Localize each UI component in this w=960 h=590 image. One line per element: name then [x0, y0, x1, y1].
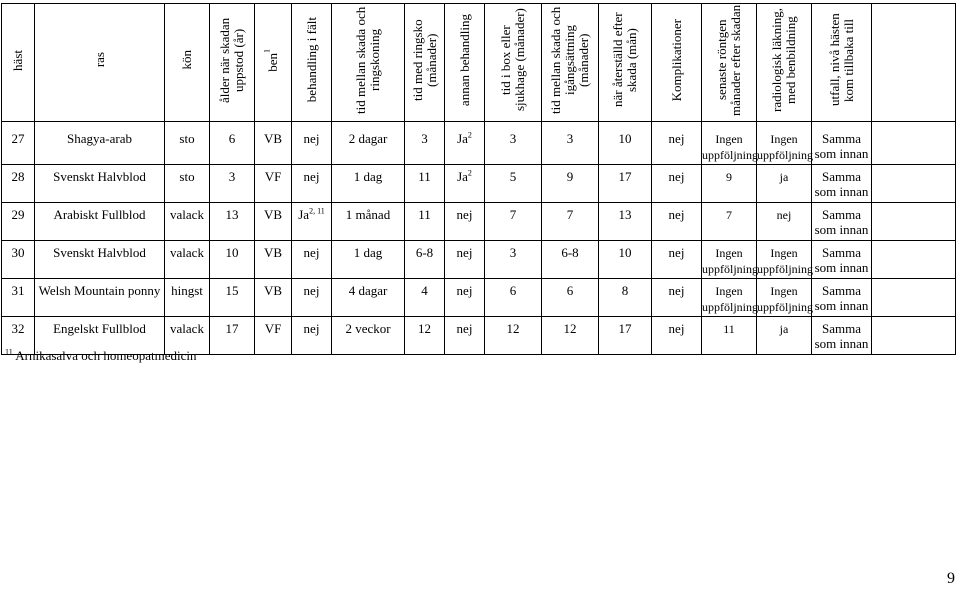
cell-annan: nej	[445, 241, 485, 279]
col-header-utfall: utfall, nivå hästen kom tillbaka till	[812, 4, 872, 122]
cell-radiologisk: Ingen uppföljning	[757, 279, 812, 317]
cell-box: 7	[485, 203, 542, 241]
cell-aterstalld: 10	[599, 241, 652, 279]
cell-igang: 6	[542, 279, 599, 317]
cell-ben: VF	[255, 317, 292, 355]
table-row	[2, 241, 956, 279]
cell-radiologisk: Ingen uppföljning	[757, 122, 812, 165]
cell-rontgen: Ingen uppföljning	[702, 241, 757, 279]
cell-utfall: Samma som innan	[812, 122, 872, 165]
cell-ben: VF	[255, 165, 292, 203]
cell-igang: 7	[542, 203, 599, 241]
cell-kompl: nej	[652, 241, 702, 279]
cell-radiologisk: ja	[757, 317, 812, 355]
cell-ras: Welsh Mountain ponny	[35, 279, 165, 317]
cell-nr: 31	[2, 279, 35, 317]
cell-annan: nej	[445, 317, 485, 355]
cell-annan: nej	[445, 203, 485, 241]
col-header-annan-behandling: annan behandling	[445, 4, 485, 122]
cell-ben: VB	[255, 241, 292, 279]
cell-blank	[872, 279, 956, 317]
cell-utfall: Samma som innan	[812, 203, 872, 241]
cell-ringsko: 11	[405, 203, 445, 241]
cell-rontgen: 9	[702, 165, 757, 203]
cell-alder: 15	[210, 279, 255, 317]
cell-blank	[872, 203, 956, 241]
table-row	[2, 279, 956, 317]
cell-igang: 3	[542, 122, 599, 165]
cell-ringsko: 12	[405, 317, 445, 355]
cell-blank	[872, 122, 956, 165]
cell-kompl: nej	[652, 122, 702, 165]
cell-annan: Ja$^2$	[445, 122, 485, 165]
col-header-komplikationer: Komplikationer	[652, 4, 702, 122]
cell-kompl: nej	[652, 279, 702, 317]
cell-ras: Shagya-arab	[35, 122, 165, 165]
col-header-hast: häst	[2, 4, 35, 122]
col-header-tid-igangsattning: tid mellan skada och igångsättning (månader)	[542, 4, 599, 122]
cell-igang: 12	[542, 317, 599, 355]
cell-falt: nej	[292, 317, 332, 355]
cell-ringskoning: 1 dag	[332, 165, 405, 203]
cell-annan: nej	[445, 279, 485, 317]
table-row	[2, 165, 956, 203]
cell-blank	[872, 317, 956, 355]
col-header-kon: kön	[165, 4, 210, 122]
cell-box: 6	[485, 279, 542, 317]
cell-alder: 13	[210, 203, 255, 241]
col-header-behandling-falt: behandling i fält	[292, 4, 332, 122]
cell-kon: valack	[165, 241, 210, 279]
col-header-aterstalld: när återställd efter skada (mån)	[599, 4, 652, 122]
cell-kompl: nej	[652, 203, 702, 241]
cell-radiologisk: ja	[757, 165, 812, 203]
cell-ringskoning: 1 månad	[332, 203, 405, 241]
col-header-rontgen: senaste röntgen månader efter skadan	[702, 4, 757, 122]
cell-falt: nej	[292, 165, 332, 203]
cell-utfall: Samma som innan	[812, 317, 872, 355]
cell-ras: Svenskt Halvblod	[35, 241, 165, 279]
cell-ringsko: 11	[405, 165, 445, 203]
col-header-ras: ras	[35, 4, 165, 122]
cell-utfall: Samma som innan	[812, 165, 872, 203]
cell-kon: valack	[165, 317, 210, 355]
cell-aterstalld: 8	[599, 279, 652, 317]
page-number: 9	[947, 570, 955, 587]
cell-nr: 29	[2, 203, 35, 241]
cell-aterstalld: 17	[599, 317, 652, 355]
col-header-alder: ålder när skadan uppstod (år)	[210, 4, 255, 122]
cell-utfall: Samma som innan	[812, 241, 872, 279]
cell-falt: nej	[292, 122, 332, 165]
cell-rontgen: 7	[702, 203, 757, 241]
footnote: $^{11}$ Arnikasalva och homeopatmedicin	[5, 347, 197, 363]
col-header-tid-ringsko: tid med ringsko (månader)	[405, 4, 445, 122]
cell-ringskoning: 1 dag	[332, 241, 405, 279]
cell-alder: 17	[210, 317, 255, 355]
cell-blank	[872, 241, 956, 279]
cell-nr: 27	[2, 122, 35, 165]
cell-aterstalld: 10	[599, 122, 652, 165]
table-body	[2, 122, 956, 355]
cell-radiologisk: Ingen uppföljning	[757, 241, 812, 279]
cell-falt: Ja$^{2, 11}$	[292, 203, 332, 241]
cell-ben: VB	[255, 279, 292, 317]
cell-aterstalld: 13	[599, 203, 652, 241]
col-header-tid-ringskoning: tid mellan skada och ringskoning	[332, 4, 405, 122]
cell-box: 5	[485, 165, 542, 203]
cell-nr: 32	[2, 317, 35, 355]
cell-igang: 6-8	[542, 241, 599, 279]
cell-ben: VB	[255, 203, 292, 241]
cell-alder: 10	[210, 241, 255, 279]
col-header-blank	[872, 4, 956, 122]
col-header-radiologisk: radiologisk läkning, med benbildning	[757, 4, 812, 122]
cell-nr: 30	[2, 241, 35, 279]
cell-annan: Ja$^2$	[445, 165, 485, 203]
cell-rontgen: Ingen uppföljning	[702, 122, 757, 165]
cell-kompl: nej	[652, 317, 702, 355]
cell-kon: sto	[165, 165, 210, 203]
table-row	[2, 122, 956, 165]
cell-kon: sto	[165, 122, 210, 165]
cell-ben: VB	[255, 122, 292, 165]
cell-ringsko: 3	[405, 122, 445, 165]
cell-ras: Svenskt Halvblod	[35, 165, 165, 203]
cell-rontgen: Ingen uppföljning	[702, 279, 757, 317]
col-header-tid-box: tid i box eller sjukhage (månader)	[485, 4, 542, 122]
col-header-ben: ben$^1$	[255, 4, 292, 122]
cell-blank	[872, 165, 956, 203]
cell-ringskoning: 2 veckor	[332, 317, 405, 355]
cell-falt: nej	[292, 279, 332, 317]
cell-alder: 6	[210, 122, 255, 165]
table-row	[2, 203, 956, 241]
cell-ringsko: 4	[405, 279, 445, 317]
cell-kon: hingst	[165, 279, 210, 317]
cell-radiologisk: nej	[757, 203, 812, 241]
cell-box: 3	[485, 122, 542, 165]
cell-kompl: nej	[652, 165, 702, 203]
cell-nr: 28	[2, 165, 35, 203]
cell-igang: 9	[542, 165, 599, 203]
cell-alder: 3	[210, 165, 255, 203]
cell-aterstalld: 17	[599, 165, 652, 203]
cell-utfall: Samma som innan	[812, 279, 872, 317]
header-row	[2, 4, 956, 122]
cell-falt: nej	[292, 241, 332, 279]
cell-ras: Arabiskt Fullblod	[35, 203, 165, 241]
cell-ringsko: 6-8	[405, 241, 445, 279]
cell-box: 12	[485, 317, 542, 355]
data-table	[1, 3, 956, 355]
cell-rontgen: 11	[702, 317, 757, 355]
cell-ringskoning: 4 dagar	[332, 279, 405, 317]
cell-ringskoning: 2 dagar	[332, 122, 405, 165]
cell-ras: Engelskt Fullblod	[35, 317, 165, 355]
cell-box: 3	[485, 241, 542, 279]
cell-kon: valack	[165, 203, 210, 241]
